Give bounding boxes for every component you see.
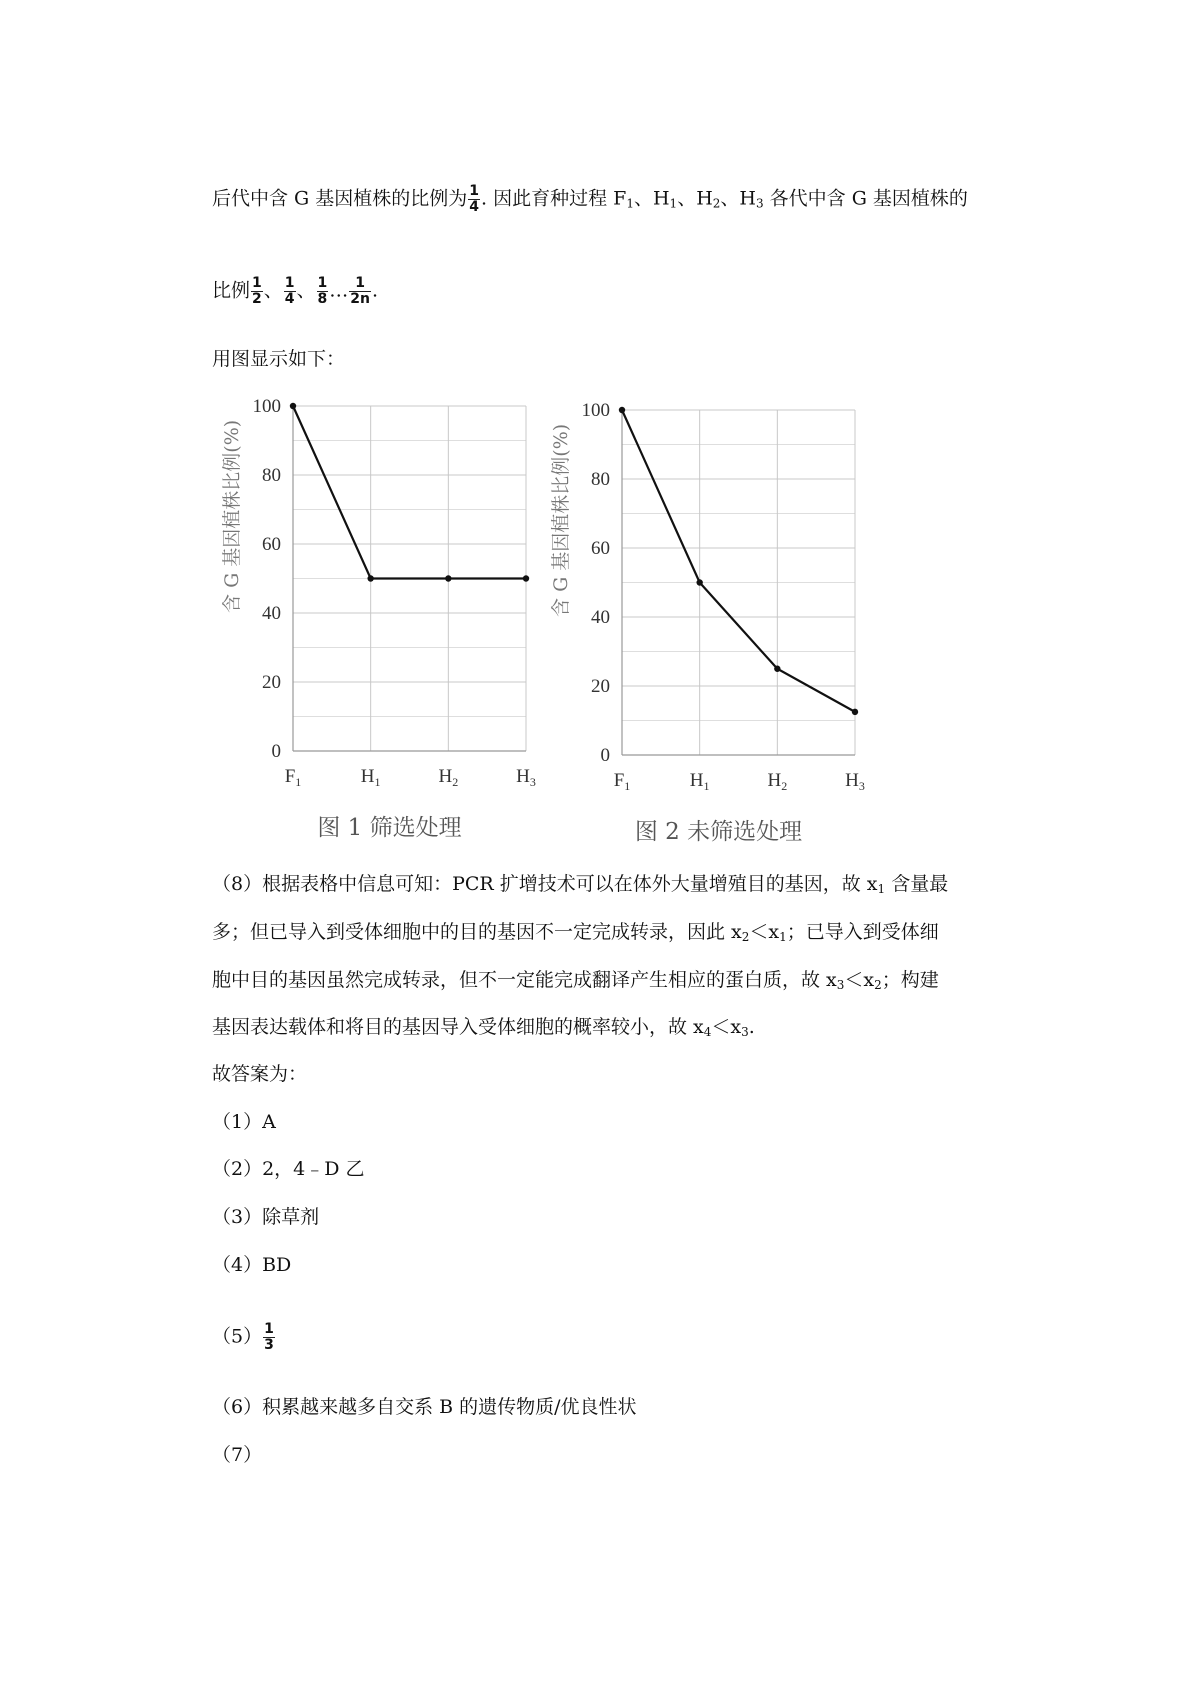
y-tick-label: 60 <box>591 538 610 559</box>
data-point <box>523 575 529 581</box>
data-point <box>696 579 702 585</box>
para2-line: 比例 $\frac{1}{2}$ 、 $\frac{1}{4}$ 、 $\frac{1}{8}$ … $\frac{1}{2n}$ . <box>212 275 379 307</box>
answer-4: （4）BD <box>212 1254 292 1276</box>
fraction-eighth: $\frac{1}{8}$ <box>317 275 328 307</box>
chart-caption: 图 2 未筛选处理 <box>634 819 803 845</box>
fraction-one-quarter: $\frac{1}{4}$ <box>469 183 480 215</box>
charts-figure <box>200 396 900 856</box>
y-tick-label: 40 <box>591 607 610 628</box>
x-tick-label: $H_2$ <box>767 770 788 793</box>
para3-line: 用图显示如下： <box>212 348 346 370</box>
x-tick-label: $H_2$ <box>438 766 459 789</box>
answer-7: （7） <box>212 1444 263 1466</box>
answer-3: （3）除草剂 <box>212 1206 320 1228</box>
x-tick-label: $H_3$ <box>845 770 865 793</box>
y-tick-label: 80 <box>591 469 610 490</box>
y-tick-label: 60 <box>262 534 281 555</box>
x-tick-label: $H_1$ <box>360 766 381 789</box>
fraction-quarter: $\frac{1}{4}$ <box>284 275 295 307</box>
answer-6: （6）积累越来越多自交系 B 的遗传物质/优良性状 <box>212 1396 637 1418</box>
y-tick-label: 100 <box>581 400 610 421</box>
para1-line: 后代中含 G 基因植株的比例为 $\frac{1}{4}$ . 因此育种过程 $F_1$、$H_1$、$H_2$、$H_3$ 各代中含 G 基因植株的 <box>212 183 968 215</box>
answer-2: （2）2，4﹣D 乙 <box>212 1158 365 1180</box>
fraction-one-third: $\frac{1}{3}$ <box>264 1321 274 1353</box>
answer-5: （5） $\frac{1}{3}$ <box>212 1321 274 1353</box>
para8-line4: 基因表达载体和将目的基因导入受体细胞的概率较小，故 $x_4<x_3$. <box>212 1016 755 1039</box>
answer-1: （1）A <box>212 1111 276 1133</box>
y-tick-label: 100 <box>252 396 281 417</box>
x-tick-label: $F_1$ <box>613 770 631 793</box>
y-axis-label: 含 G 基因植株比例(%) <box>221 419 243 613</box>
answers-title: 故答案为： <box>212 1063 308 1085</box>
x-tick-label: $H_1$ <box>689 770 710 793</box>
y-tick-label: 40 <box>262 603 281 624</box>
para1-prefix: 后代中含 G 基因植株的比例为 <box>212 187 468 210</box>
chart-caption: 图 1 筛选处理 <box>317 815 462 841</box>
chart-1 <box>221 396 536 841</box>
para8-line1: （8）根据表格中信息可知：PCR 扩增技术可以在体外大量增殖目的基因，故 $x_1$ 含量最 <box>212 873 949 896</box>
fraction-one-over-2n: $\frac{1}{2n}$ <box>350 275 371 307</box>
data-point <box>367 575 373 581</box>
series-line <box>622 410 855 712</box>
series-line <box>293 406 526 579</box>
fraction-half: $\frac{1}{2}$ <box>252 275 262 307</box>
y-tick-label: 20 <box>591 676 610 697</box>
x-tick-label: $H_3$ <box>516 766 536 789</box>
para8-line3: 胞中目的基因虽然完成转录，但不一定能完成翻译产生相应的蛋白质，故 $x_3<x_2$；构建 <box>212 969 939 992</box>
y-axis-label: 含 G 基因植株比例(%) <box>550 423 572 617</box>
chart-2 <box>550 400 865 845</box>
data-point <box>852 709 858 715</box>
y-tick-label: 0 <box>600 745 610 766</box>
data-point <box>774 666 780 672</box>
y-tick-label: 0 <box>271 741 281 762</box>
x-tick-label: $F_1$ <box>284 766 302 789</box>
data-point <box>619 407 625 413</box>
y-tick-label: 20 <box>262 672 281 693</box>
para8-line2: 多；但已导入到受体细胞中的目的基因不一定完成转录，因此 $x_2<x_1$；已导入到受体细 <box>212 921 939 944</box>
data-point <box>290 403 296 409</box>
data-point <box>445 575 451 581</box>
y-tick-label: 80 <box>262 465 281 486</box>
